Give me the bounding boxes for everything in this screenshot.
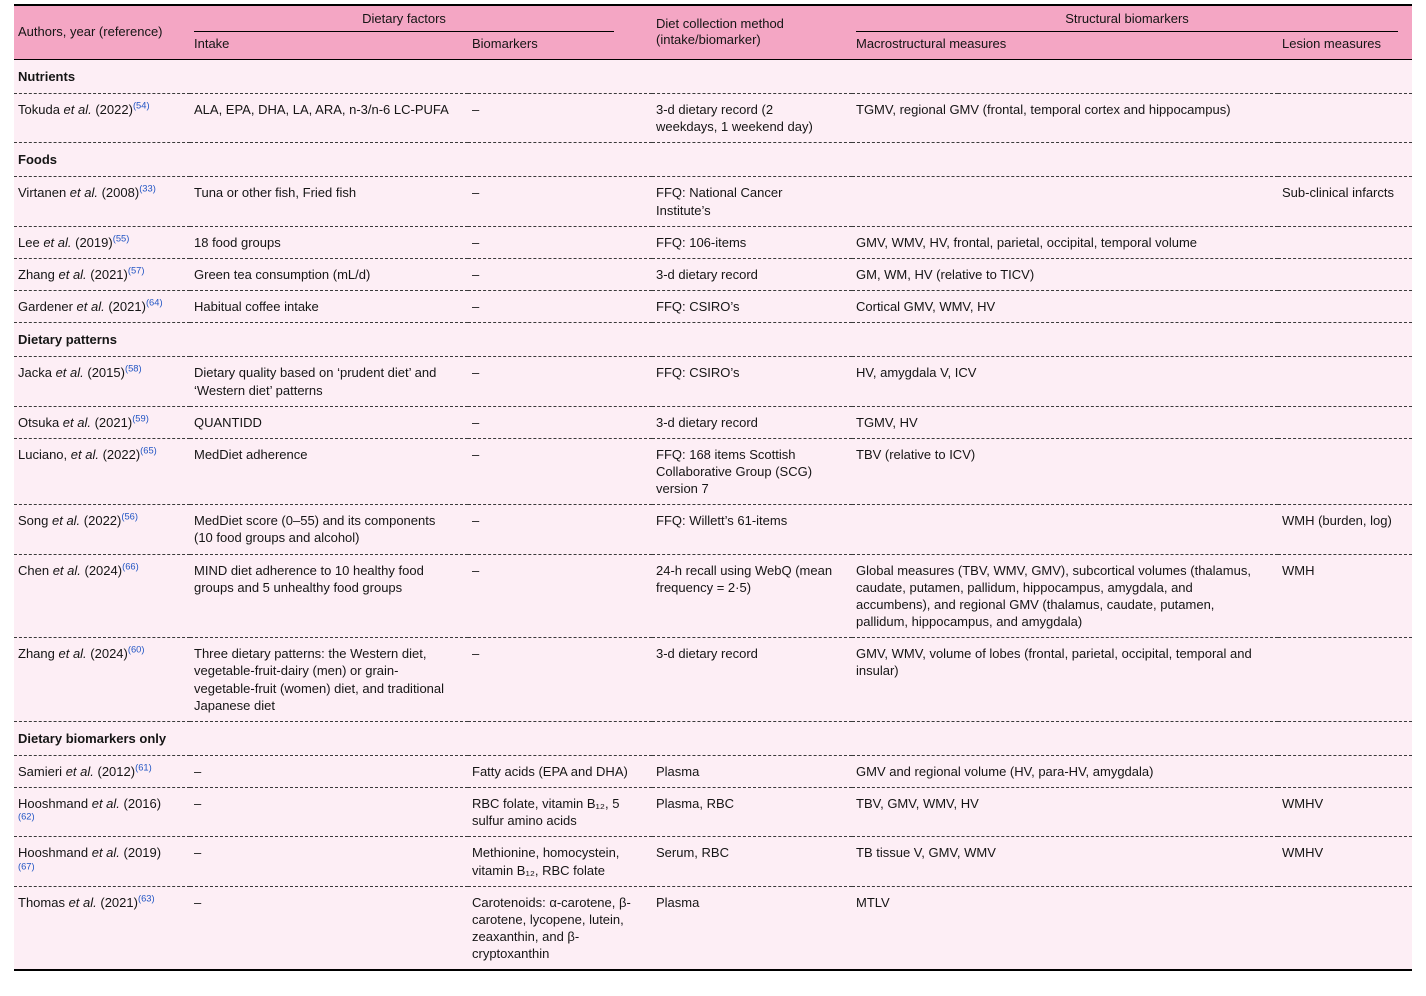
author-year: (2019) — [119, 845, 162, 861]
macro-cell — [852, 505, 1278, 554]
author-cell — [14, 837, 190, 886]
header-authors-year-label: Authors, year (reference) — [18, 23, 163, 39]
intake-cell: 18 food groups — [190, 226, 468, 258]
macro-cell: TGMV, regional GMV (frontal, temporal cortex and hippocampus) — [852, 93, 1278, 142]
method-cell: 3-d dietary record — [652, 406, 852, 438]
biomarkers-cell: Methionine, homocystein, vitamin B₁₂, RBC folate — [468, 837, 652, 886]
header-intake: Intake — [190, 32, 468, 59]
intake-cell: MedDiet adherence — [190, 438, 468, 504]
et-al: et al. — [76, 299, 105, 315]
macro-cell: MTLV — [856, 894, 890, 910]
reference-link[interactable]: (58) — [124, 364, 142, 375]
author-cell — [14, 93, 190, 142]
macro-cell: GMV, WMV, HV, frontal, parietal, occipital, temporal volume — [852, 226, 1278, 258]
section-header-row — [14, 323, 1412, 357]
table-row — [14, 756, 1412, 788]
table-row — [14, 638, 1412, 722]
intake-cell: – — [190, 788, 468, 837]
header-macrostructural-measures: Macrostructural measures — [852, 32, 1278, 59]
et-al: et al. — [70, 446, 99, 462]
section-header-row — [14, 143, 1412, 177]
method-cell: FFQ: 168 items Scottish Collaborative Group (SCG) version 7 — [652, 438, 852, 504]
reference-link[interactable]: (55) — [112, 233, 130, 244]
author-name: Hooshmand — [18, 796, 92, 812]
header-structural-biomarkers — [852, 5, 1412, 32]
intake-cell: Dietary quality based on ‘prudent diet’ and ‘Western diet’ patterns — [190, 357, 468, 406]
intake-cell: Tuna or other fish, Fried fish — [190, 177, 468, 226]
lesion-cell: WMH — [1278, 554, 1412, 638]
biomarkers-cell: – — [468, 406, 652, 438]
header-lesion-measures: Lesion measures — [1278, 32, 1412, 59]
et-al: et al. — [91, 845, 120, 861]
author-name: Luciano, — [18, 446, 71, 462]
macro-cell: GM, WM, HV (relative to TICV) — [852, 258, 1278, 290]
et-al: et al. — [62, 414, 91, 430]
author-name: Zhang — [18, 646, 59, 662]
lesion-cell: WMHV — [1278, 837, 1412, 886]
biomarkers-cell: – — [468, 638, 652, 722]
header-diet-collection-method — [652, 5, 852, 59]
lesion-cell — [1278, 93, 1412, 142]
author-cell — [14, 756, 190, 788]
et-al: et al. — [68, 894, 97, 910]
biomarkers-cell: – — [468, 177, 652, 226]
author-cell — [14, 788, 190, 837]
method-cell: FFQ: National Cancer Institute’s — [652, 177, 852, 226]
author-year: (2019) — [71, 234, 113, 250]
table-row — [14, 438, 1412, 504]
et-al: et al. — [52, 562, 81, 578]
table-row — [14, 554, 1412, 638]
lesion-cell — [1278, 438, 1412, 504]
author-name: Tokuda — [18, 101, 64, 117]
intake-cell: QUANTIDD — [190, 406, 468, 438]
biomarkers-cell: – — [468, 357, 652, 406]
table-row — [14, 177, 1412, 226]
reference-link[interactable]: (67) — [18, 861, 35, 872]
method-cell: FFQ: CSIRO’s — [652, 357, 852, 406]
author-year: (2024) — [80, 562, 123, 578]
header-authors-year — [14, 5, 190, 59]
lesion-cell — [1278, 258, 1412, 290]
author-cell — [14, 638, 190, 722]
table-row — [14, 258, 1412, 290]
et-al: et al. — [58, 646, 87, 662]
table-row — [14, 886, 1412, 970]
table-row — [14, 93, 1412, 142]
lesion-cell — [1278, 406, 1412, 438]
et-al: et al. — [58, 266, 87, 282]
reference-link[interactable]: (54) — [132, 100, 150, 111]
section-title: Foods — [14, 143, 1412, 177]
author-name: Gardener — [18, 299, 77, 315]
author-cell — [14, 226, 190, 258]
lesion-cell — [1278, 756, 1412, 788]
header-dietary-factors-label: Dietary factors — [194, 9, 614, 32]
macro-cell: Global measures (TBV, WMV, GMV), subcortical volumes (thalamus, caudate, putamen, pallidum, hippocampus, amygdala, and accumbens), and regional GMV (thalamus, caudate, putamen, pallidum, hippocampus, and amygdala) — [852, 554, 1278, 638]
biomarkers-cell: Fatty acids (EPA and DHA) — [468, 756, 652, 788]
table-row — [14, 406, 1412, 438]
section-header-row — [14, 721, 1412, 755]
intake-cell: ALA, EPA, DHA, LA, ARA, n-3/n-6 LC-PUFA — [190, 93, 468, 142]
table-row — [14, 291, 1412, 323]
author-name: Zhang — [18, 266, 59, 282]
method-cell: 3-d dietary record — [652, 638, 852, 722]
lesion-cell: Sub-clinical infarcts — [1278, 177, 1412, 226]
header-dietary-factors — [190, 5, 652, 32]
method-cell: FFQ: 106-items — [652, 226, 852, 258]
reference-link[interactable]: (63) — [137, 893, 155, 904]
et-al: et al. — [65, 764, 94, 779]
biomarkers-cell: – — [468, 93, 652, 142]
et-al: et al. — [43, 234, 72, 250]
method-cell: Serum, RBC — [652, 837, 852, 886]
method-cell: 24-h recall using WebQ (mean frequency = 2·5) — [652, 554, 852, 638]
author-year: (2012) — [93, 764, 136, 779]
macro-cell: TB tissue V, GMV, WMV — [852, 837, 1278, 886]
biomarkers-cell: – — [468, 258, 652, 290]
table-body — [14, 59, 1412, 970]
lesion-cell — [1278, 886, 1412, 970]
reference-link[interactable]: (60) — [127, 644, 145, 655]
reference-link[interactable]: (33) — [139, 184, 156, 195]
author-cell — [14, 505, 190, 554]
biomarkers-cell: – — [468, 505, 652, 554]
et-al: et al. — [55, 365, 84, 381]
lesion-cell — [1278, 357, 1412, 406]
macro-cell — [852, 177, 1278, 226]
intake-cell: MedDiet score (0–55) and its components (10 food groups and alcohol) — [190, 505, 468, 554]
macro-cell: TBV (relative to ICV) — [852, 438, 1278, 504]
reference-link[interactable]: (61) — [135, 762, 152, 773]
et-al: et al. — [69, 185, 98, 201]
author-cell — [14, 291, 190, 323]
reference-link[interactable]: (66) — [122, 561, 139, 572]
author-year: (2021) — [90, 414, 133, 430]
et-al: et al. — [91, 796, 120, 812]
table-row — [14, 357, 1412, 406]
review-table — [14, 4, 1412, 971]
method-cell: FFQ: Willett’s 61-items — [652, 505, 852, 554]
lesion-cell — [1278, 226, 1412, 258]
author-year: (2021) — [86, 266, 128, 282]
reference-link[interactable]: (56) — [121, 511, 138, 522]
method-cell: 3-d dietary record (2 weekdays, 1 weekend day) — [652, 93, 852, 142]
reference-link[interactable]: (64) — [145, 297, 163, 308]
macro-cell: HV, amygdala V, ICV — [852, 357, 1278, 406]
method-cell: Plasma — [652, 756, 852, 788]
intake-cell: – — [194, 894, 202, 910]
author-name: Lee — [18, 234, 44, 250]
header-diet-collection-method-label: Diet collection method (intake/biomarker) — [656, 15, 784, 48]
author-year: (2016) — [119, 796, 162, 812]
author-name: Hooshmand — [18, 845, 92, 861]
method-cell: Plasma, RBC — [652, 788, 852, 837]
author-cell — [14, 177, 190, 226]
author-cell — [14, 438, 190, 504]
method-cell: 3-d dietary record — [652, 258, 852, 290]
header-structural-biomarkers-label: Structural biomarkers — [856, 9, 1398, 32]
author-year: (2021) — [96, 894, 138, 910]
macro-cell: GMV and regional volume (HV, para-HV, amygdala) — [852, 756, 1278, 788]
author-name: Samieri — [18, 764, 66, 779]
biomarkers-cell: – — [468, 226, 652, 258]
author-cell — [14, 886, 190, 970]
section-title: Dietary patterns — [14, 323, 1412, 357]
author-year: (2021) — [104, 299, 146, 315]
intake-cell: – — [190, 756, 468, 788]
et-al: et al. — [63, 101, 92, 117]
author-year: (2022) — [91, 101, 133, 117]
author-year: (2008) — [97, 185, 140, 201]
intake-cell: Three dietary patterns: the Western diet, vegetable-fruit-dairy (men) or grain-vegetable-fruit (women) diet, and traditional Japanese diet — [190, 638, 468, 722]
author-name: Otsuka — [18, 414, 63, 430]
author-cell — [14, 554, 190, 638]
lesion-cell: WMHV — [1278, 788, 1412, 837]
biomarkers-cell: – — [468, 438, 652, 504]
macro-cell: Cortical GMV, WMV, HV — [852, 291, 1278, 323]
method-cell: Plasma — [656, 894, 700, 910]
header-group-row — [14, 5, 1412, 32]
author-year: (2024) — [86, 646, 128, 662]
table-row — [14, 505, 1412, 554]
reference-link[interactable]: (62) — [18, 811, 35, 822]
header-biomarkers: Biomarkers — [468, 32, 652, 59]
biomarkers-cell: – — [468, 291, 652, 323]
author-cell — [14, 357, 190, 406]
section-title: Nutrients — [14, 59, 1412, 93]
lesion-cell: WMH (burden, log) — [1278, 505, 1412, 554]
section-header-row — [14, 59, 1412, 93]
author-name: Chen — [18, 562, 53, 578]
et-al: et al. — [51, 513, 81, 529]
author-name: Virtanen — [18, 185, 70, 201]
section-title: Dietary biomarkers only — [14, 721, 1412, 755]
author-year: (2022) — [80, 513, 122, 529]
macro-cell: TGMV, HV — [852, 406, 1278, 438]
biomarkers-cell: Carotenoids: α-carotene, β-carotene, lycopene, lutein, zeaxanthin, and β-cryptoxanthin — [472, 894, 631, 962]
intake-cell: – — [190, 837, 468, 886]
author-name: Thomas — [18, 894, 69, 910]
biomarkers-cell: RBC folate, vitamin B₁₂, 5 sulfur amino acids — [468, 788, 652, 837]
table-row — [14, 788, 1412, 837]
table-row — [14, 837, 1412, 886]
table-header — [14, 5, 1412, 59]
macro-cell: GMV, WMV, volume of lobes (frontal, parietal, occipital, temporal and insular) — [852, 638, 1278, 722]
table-row — [14, 226, 1412, 258]
reference-link[interactable]: (65) — [140, 445, 157, 456]
method-cell: FFQ: CSIRO’s — [652, 291, 852, 323]
macro-cell: TBV, GMV, WMV, HV — [852, 788, 1278, 837]
lesion-cell — [1278, 291, 1412, 323]
author-name: Song — [18, 513, 52, 529]
author-cell — [14, 406, 190, 438]
reference-link[interactable]: (57) — [127, 265, 145, 276]
reference-link[interactable]: (59) — [132, 413, 149, 424]
author-year: (2022) — [98, 446, 141, 462]
intake-cell: Habitual coffee intake — [190, 291, 468, 323]
intake-cell: MIND diet adherence to 10 healthy food groups and 5 unhealthy food groups — [190, 554, 468, 638]
intake-cell: Green tea consumption (mL/d) — [190, 258, 468, 290]
author-year: (2015) — [83, 365, 125, 381]
author-cell — [14, 258, 190, 290]
author-name: Jacka — [18, 365, 56, 381]
biomarkers-cell: – — [468, 554, 652, 638]
lesion-cell — [1278, 638, 1412, 722]
